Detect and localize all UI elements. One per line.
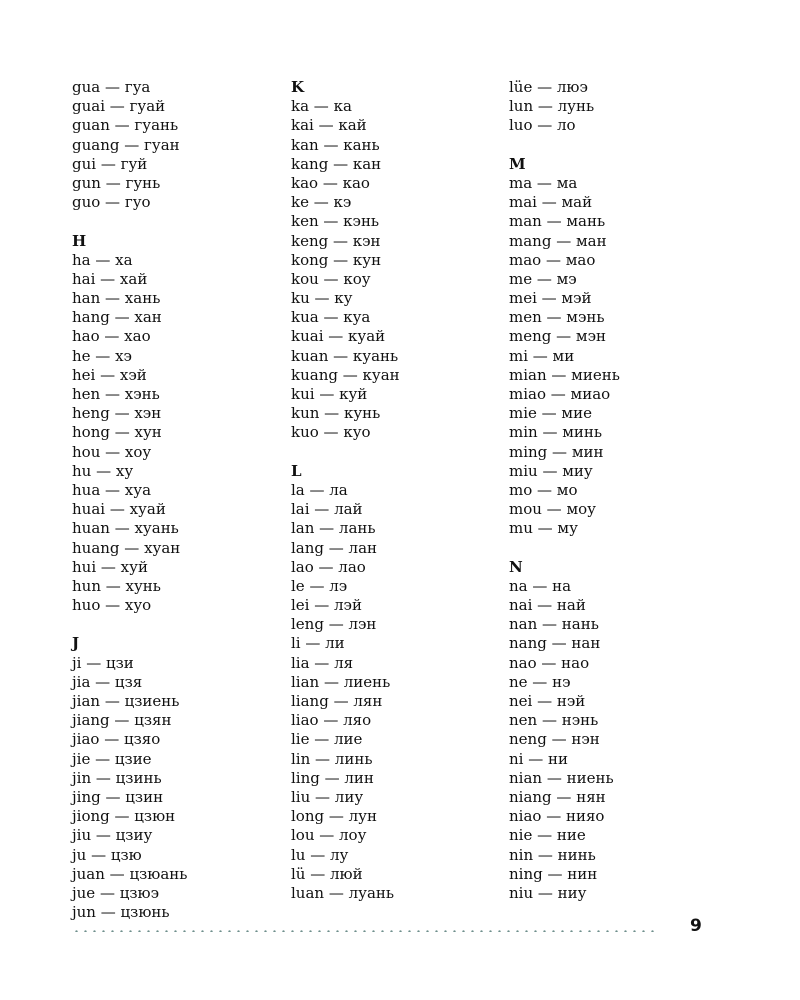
transliteration-entry: mao — мао [509, 250, 596, 269]
transliteration-entry: ka — ка [291, 97, 352, 116]
transliteration-entry: lüe — люэ [509, 78, 588, 96]
transliteration-entry: miao — миао [509, 385, 611, 403]
transliteration-entry: lia — ля [291, 653, 354, 672]
transliteration-entry: mi — ми [509, 346, 575, 365]
transliteration-entry: jian — цзиень [72, 692, 180, 710]
transliteration-entry: kuai — куай [291, 327, 386, 346]
transliteration-entry: ling — лин [291, 768, 374, 787]
transliteration-entry: hang — хан [72, 308, 162, 327]
transliteration-entry: lie — лие [291, 730, 363, 749]
transliteration-entry: kao — као [291, 173, 370, 192]
transliteration-entry: guan — гуань [72, 116, 179, 135]
transliteration-entry: gui — гуй [72, 154, 148, 173]
transliteration-entry: ji — цзи [72, 653, 134, 672]
transliteration-entry: lou — лоу [291, 826, 367, 845]
transliteration-entry: li — ли [291, 634, 345, 653]
transliteration-entry: juan — цзюань [72, 864, 188, 883]
transliteration-entry: nei — нэй [509, 692, 586, 710]
transliteration-entry: mei — мэй [509, 289, 592, 308]
transliteration-entry: hu — ху [72, 461, 134, 480]
transliteration-entry: leng — лэн [291, 615, 377, 634]
transliteration-entry: ne — нэ [509, 672, 571, 691]
transliteration-entry: he — хэ [72, 346, 132, 365]
transliteration-entry: liang — лян [291, 692, 383, 710]
transliteration-entry: jiong — цзюн [72, 807, 176, 826]
transliteration-entry: jue — цзюэ [72, 883, 160, 902]
transliteration-entry: guo — гуо [72, 193, 151, 212]
transliteration-entry: kui — куй [291, 385, 368, 403]
transliteration-entry: me — мэ [509, 269, 577, 288]
transliteration-entry: kuo — куо [291, 423, 371, 442]
transliteration-entry: mie — мие [509, 404, 592, 423]
section-letter-heading: N [509, 557, 523, 576]
transliteration-entry: ha — ха [72, 250, 133, 269]
transliteration-entry: heng — хэн [72, 404, 162, 423]
transliteration-entry: mian — миень [509, 365, 620, 384]
transliteration-entry: jiang — цзян [72, 711, 172, 730]
transliteration-entry: liao — ляо [291, 711, 372, 730]
transliteration-entry: lan — лань [291, 519, 376, 538]
transliteration-entry: han — хань [72, 289, 161, 308]
transliteration-entry: lai — лай [291, 500, 363, 519]
transliteration-entry: lin — линь [291, 749, 373, 768]
transliteration-entry: le — лэ [291, 576, 348, 595]
page-number: 9 [690, 916, 702, 936]
section-letter-heading: L [291, 461, 302, 480]
section-spacer [509, 539, 714, 558]
column-2 [291, 78, 496, 903]
transliteration-entry: jin — цзинь [72, 768, 162, 787]
transliteration-entry: hao — хао [72, 327, 151, 346]
transliteration-entry: hou — хоу [72, 442, 152, 461]
transliteration-entry: niu — ниу [509, 883, 587, 902]
transliteration-entry: nao — нао [509, 653, 590, 672]
footer-dotted-rule [72, 930, 660, 932]
transliteration-entry: ni — ни [509, 749, 568, 768]
transliteration-entry: kong — кун [291, 250, 382, 269]
transliteration-entry: ning — нин [509, 864, 598, 883]
transliteration-entry: ma — ма [509, 173, 578, 192]
transliteration-entry: kang — кан [291, 154, 382, 173]
transliteration-entry: mo — мо [509, 480, 578, 499]
transliteration-entry: luo — ло [509, 116, 576, 135]
transliteration-entry: kai — кай [291, 116, 367, 135]
column-3 [509, 78, 714, 903]
transliteration-entry: kua — куа [291, 308, 371, 327]
transliteration-entry: jun — цзюнь [72, 903, 170, 922]
transliteration-entry: meng — мэн [509, 327, 606, 346]
transliteration-entry: hong — хун [72, 423, 162, 442]
transliteration-entry: mu — му [509, 519, 578, 538]
transliteration-entry: lun — лунь [509, 97, 595, 116]
transliteration-entry: liu — лиу [291, 787, 364, 806]
transliteration-entry: neng — нэн [509, 730, 600, 749]
transliteration-entry: hui — хуй [72, 557, 148, 576]
transliteration-entry: nian — ниень [509, 768, 614, 787]
transliteration-entry: lu — лу [291, 845, 349, 864]
transliteration-entry: ming — мин [509, 442, 604, 461]
transliteration-entry: na — на [509, 576, 572, 595]
transliteration-entry: ku — ку [291, 289, 353, 308]
section-letter-heading: H [72, 231, 87, 250]
transliteration-entry: long — лун [291, 807, 377, 826]
transliteration-entry: lei — лэй [291, 596, 362, 615]
transliteration-entry: hen — хэнь [72, 385, 160, 403]
transliteration-entry: miu — миу [509, 461, 593, 480]
transliteration-entry: la — ла [291, 480, 348, 499]
transliteration-entry: ke — кэ [291, 193, 352, 212]
transliteration-entry: jiao — цзяо [72, 730, 161, 749]
transliteration-entry: jia — цзя [72, 672, 143, 691]
section-spacer [291, 443, 496, 462]
transliteration-entry: huang — хуан [72, 538, 181, 557]
transliteration-entry: huai — хуай [72, 500, 166, 519]
section-spacer [509, 136, 714, 155]
transliteration-entry: min — минь [509, 423, 603, 442]
transliteration-entry: lao — лао [291, 557, 366, 576]
transliteration-entry: ju — цзю [72, 845, 142, 864]
transliteration-entry: ken — кэнь [291, 212, 380, 231]
column-1 [72, 78, 277, 922]
transliteration-entry: gua — гуа [72, 78, 151, 96]
transliteration-entry: guang — гуан [72, 135, 180, 154]
transliteration-entry: kun — кунь [291, 404, 381, 423]
transliteration-entry: kan — кань [291, 135, 380, 154]
transliteration-entry: nan — нань [509, 615, 599, 634]
section-spacer [72, 212, 277, 231]
transliteration-entry: hun — хунь [72, 576, 161, 595]
transliteration-entry: kou — коу [291, 269, 371, 288]
transliteration-entry: hai — хай [72, 269, 148, 288]
transliteration-entry: huan — хуань [72, 519, 179, 538]
transliteration-entry: lian — лиень [291, 672, 391, 691]
transliteration-entry: kuang — куан [291, 365, 400, 384]
transliteration-entry: hei — хэй [72, 365, 147, 384]
transliteration-entry: jie — цзие [72, 749, 152, 768]
transliteration-entry: jing — цзин [72, 787, 164, 806]
section-letter-heading: M [509, 154, 526, 173]
transliteration-entry: gun — гунь [72, 173, 161, 192]
transliteration-entry: kuan — куань [291, 346, 399, 365]
transliteration-entry: huo — хуо [72, 596, 152, 615]
transliteration-entry: guai — гуай [72, 97, 166, 116]
transliteration-entry: nen — нэнь [509, 711, 599, 730]
transliteration-entry: luan — луань [291, 883, 395, 902]
transliteration-entry: lü — люй [291, 864, 363, 883]
transliteration-entry: nin — нинь [509, 845, 596, 864]
transliteration-entry: nie — ние [509, 826, 586, 845]
transliteration-entry: mou — моу [509, 500, 596, 519]
section-spacer [72, 615, 277, 634]
transliteration-entry: nang — нан [509, 634, 601, 653]
transliteration-entry: mai — май [509, 193, 593, 212]
transliteration-entry: niao — нияо [509, 807, 605, 826]
transliteration-entry: men — мэнь [509, 308, 605, 327]
transliteration-entry: niang — нян [509, 787, 606, 806]
transliteration-entry: man — мань [509, 212, 606, 231]
transliteration-entry: nai — най [509, 596, 586, 615]
transliteration-entry: jiu — цзиу [72, 826, 153, 845]
transliteration-entry: keng — кэн [291, 231, 381, 250]
section-letter-heading: J [72, 634, 80, 653]
transliteration-entry: hua — хуа [72, 480, 152, 499]
transliteration-entry: lang — лан [291, 538, 378, 557]
transliteration-entry: mang — ман [509, 231, 607, 250]
section-letter-heading: K [291, 78, 305, 96]
